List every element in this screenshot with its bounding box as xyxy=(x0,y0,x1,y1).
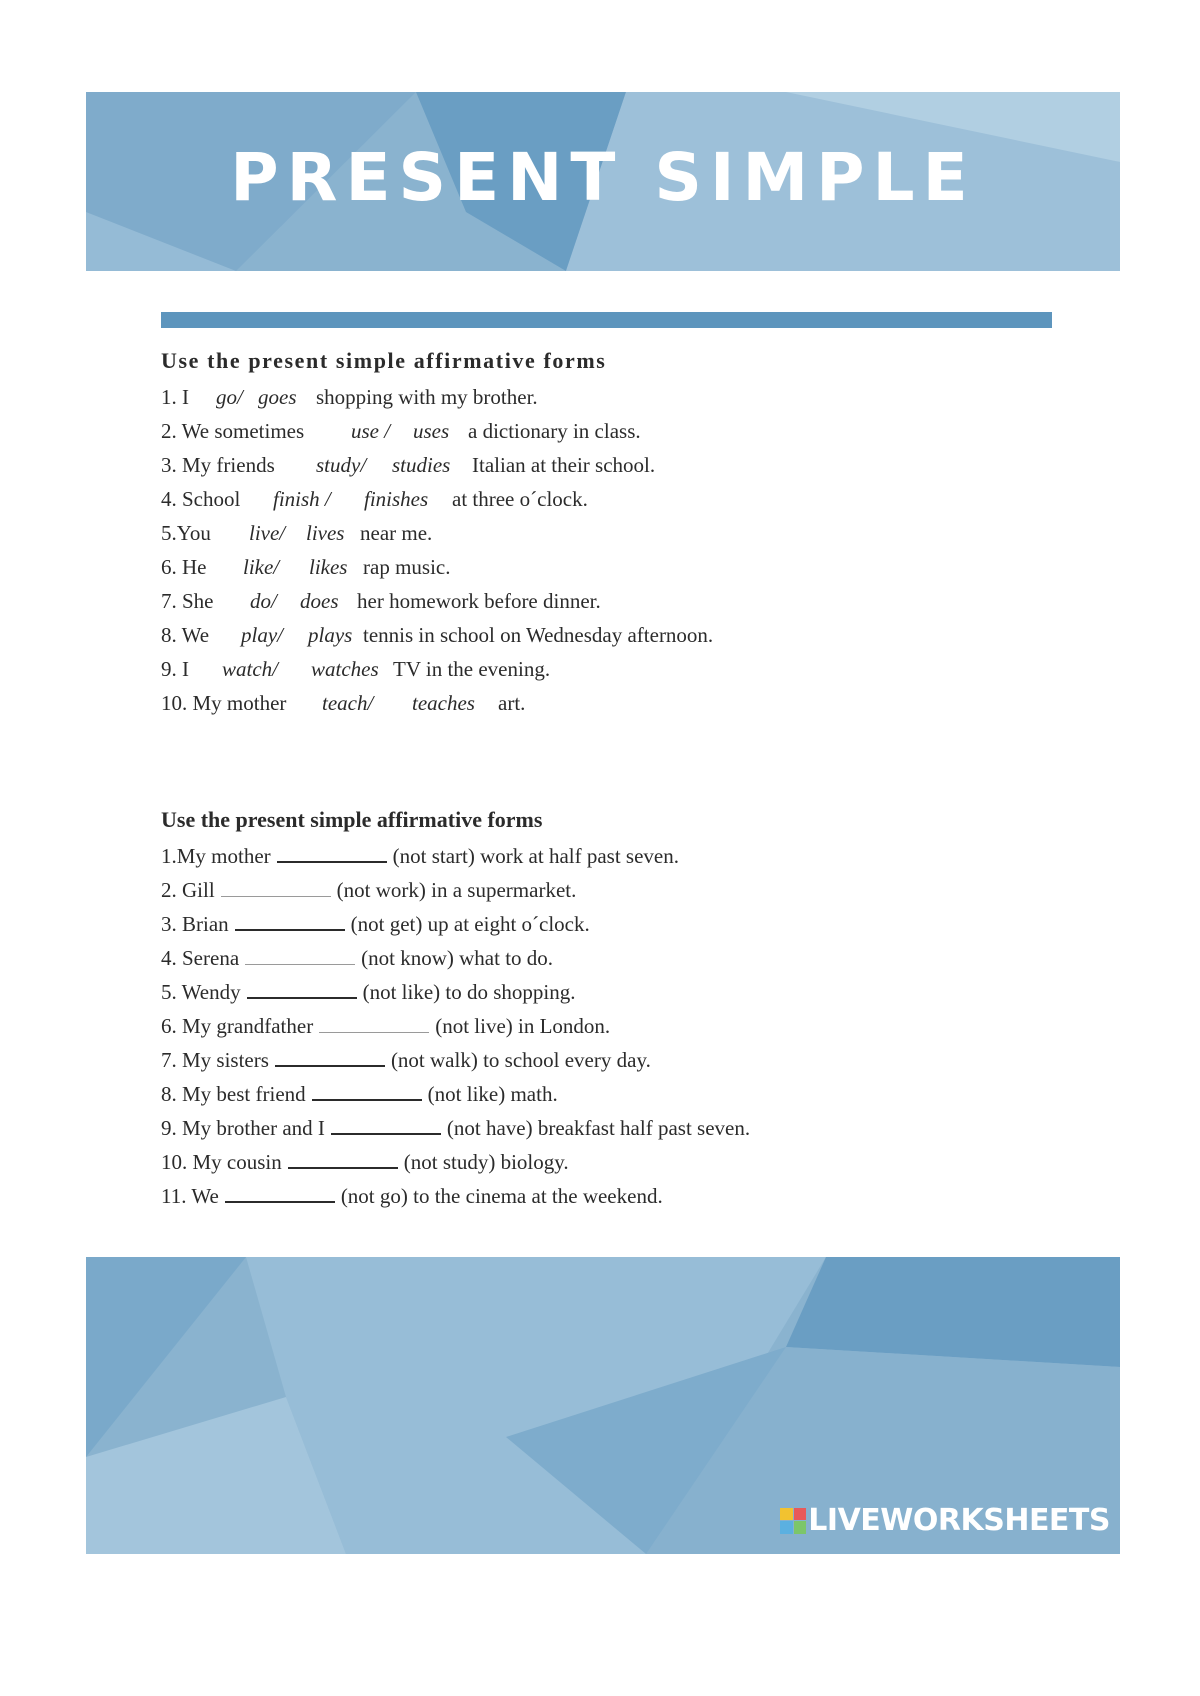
item-rest: her homework before dinner. xyxy=(357,589,601,613)
answer-blank[interactable] xyxy=(247,979,357,999)
item-subject: 4. Serena xyxy=(161,946,240,970)
item-rest: tennis in school on Wednesday afternoon. xyxy=(363,623,714,647)
item-subject: 6. My grandfather xyxy=(161,1014,314,1038)
page-title: PRESENT SIMPLE xyxy=(230,139,976,216)
item-rest: TV in the evening. xyxy=(393,657,551,681)
exercise-1-item xyxy=(161,550,1081,584)
item-option-b[interactable]: uses xyxy=(413,419,450,443)
item-subject: 3. Brian xyxy=(161,912,229,936)
item-subject: 2. We sometimes xyxy=(161,419,305,443)
exercise-2-item xyxy=(161,873,1081,907)
logo-mark-icon xyxy=(780,1508,806,1534)
exercise-1-item xyxy=(161,448,1081,482)
item-option-a[interactable]: use / xyxy=(351,419,391,443)
item-rest: art. xyxy=(498,691,526,715)
item-option-a[interactable]: like/ xyxy=(243,555,280,579)
exercise-1-list xyxy=(161,380,1081,720)
exercise-1-heading: Use the present simple affirmative forms xyxy=(161,348,607,373)
item-option-a[interactable]: play/ xyxy=(241,623,283,647)
item-subject: 2. Gill xyxy=(161,878,215,902)
item-subject: 10. My cousin xyxy=(161,1150,282,1174)
exercise-2 xyxy=(161,803,1081,1213)
answer-blank[interactable] xyxy=(312,1081,422,1101)
item-subject: 9. My brother and I xyxy=(161,1116,325,1140)
answer-blank[interactable] xyxy=(288,1149,398,1169)
exercise-1-item xyxy=(161,686,1081,720)
item-subject: 7. My sisters xyxy=(161,1048,269,1072)
answer-blank[interactable] xyxy=(275,1047,385,1067)
item-subject: 10. My mother xyxy=(161,691,287,715)
item-rest: Italian at their school. xyxy=(472,453,656,477)
exercise-2-item xyxy=(161,1009,1081,1043)
item-option-b[interactable]: studies xyxy=(392,453,451,477)
item-subject: 1.My mother xyxy=(161,844,271,868)
item-subject: 11. We xyxy=(161,1184,219,1208)
item-cue: (not work) in a supermarket. xyxy=(336,878,577,902)
item-option-a[interactable]: study/ xyxy=(316,453,367,477)
item-subject: 6. He xyxy=(161,555,207,579)
exercise-2-item xyxy=(161,941,1081,975)
item-subject: 7. She xyxy=(161,589,214,613)
exercise-2-item xyxy=(161,1111,1081,1145)
exercise-2-heading: Use the present simple affirmative forms xyxy=(161,807,543,832)
exercise-1 xyxy=(161,344,1081,720)
answer-blank[interactable] xyxy=(331,1115,441,1135)
item-rest: shopping with my brother. xyxy=(316,385,538,409)
footer-banner xyxy=(86,1257,1120,1554)
item-cue: (not get) up at eight o´clock. xyxy=(350,912,590,936)
item-cue: (not walk) to school every day. xyxy=(390,1048,651,1072)
item-option-a[interactable]: teach/ xyxy=(322,691,374,715)
exercise-2-list xyxy=(161,839,1081,1213)
item-option-a[interactable]: live/ xyxy=(249,521,286,545)
item-cue: (not study) biology. xyxy=(403,1150,569,1174)
logo-text: LIVEWORKSHEETS xyxy=(808,1503,1110,1538)
item-cue: (not have) breakfast half past seven. xyxy=(446,1116,751,1140)
exercise-1-item xyxy=(161,482,1081,516)
item-option-b[interactable]: teaches xyxy=(412,691,475,715)
item-option-b[interactable]: watches xyxy=(311,657,379,681)
exercise-1-item xyxy=(161,516,1081,550)
item-option-b[interactable]: does xyxy=(300,589,339,613)
item-subject: 5.You xyxy=(161,521,211,545)
item-cue: (not live) in London. xyxy=(435,1014,611,1038)
item-rest: at three o´clock. xyxy=(452,487,588,511)
exercise-2-item xyxy=(161,1145,1081,1179)
item-rest: a dictionary in class. xyxy=(468,419,641,443)
exercise-1-item xyxy=(161,380,1081,414)
answer-blank[interactable] xyxy=(225,1183,335,1203)
exercise-1-item xyxy=(161,584,1081,618)
item-option-a[interactable]: finish / xyxy=(273,487,331,511)
item-option-b[interactable]: likes xyxy=(309,555,348,579)
item-option-a[interactable]: do/ xyxy=(250,589,277,613)
item-subject: 3. My friends xyxy=(161,453,275,477)
item-cue: (not like) to do shopping. xyxy=(362,980,576,1004)
item-option-b[interactable]: goes xyxy=(258,385,297,409)
header-banner xyxy=(86,92,1120,271)
item-option-b[interactable]: finishes xyxy=(364,487,429,511)
exercise-2-item xyxy=(161,975,1081,1009)
section-divider xyxy=(161,312,1052,328)
item-option-a[interactable]: watch/ xyxy=(222,657,278,681)
item-subject: 4. School xyxy=(161,487,241,511)
item-subject: 8. We xyxy=(161,623,210,647)
item-rest: near me. xyxy=(360,521,433,545)
exercise-1-item xyxy=(161,652,1081,686)
item-cue: (not go) to the cinema at the weekend. xyxy=(340,1184,663,1208)
item-cue: (not know) what to do. xyxy=(361,946,554,970)
answer-blank[interactable] xyxy=(319,1014,429,1033)
answer-blank[interactable] xyxy=(277,843,387,863)
exercise-2-item xyxy=(161,1179,1081,1213)
answer-blank[interactable] xyxy=(235,911,345,931)
item-subject: 1. I xyxy=(161,385,189,409)
item-option-b[interactable]: lives xyxy=(306,521,345,545)
item-subject: 5. Wendy xyxy=(161,980,241,1004)
exercise-2-item xyxy=(161,839,1081,873)
item-option-a[interactable]: go/ xyxy=(216,385,243,409)
exercise-1-item xyxy=(161,414,1081,448)
item-subject: 9. I xyxy=(161,657,189,681)
item-subject: 8. My best friend xyxy=(161,1082,306,1106)
item-rest: rap music. xyxy=(363,555,451,579)
answer-blank[interactable] xyxy=(245,946,355,965)
item-cue: (not like) math. xyxy=(427,1082,558,1106)
exercise-2-item xyxy=(161,1077,1081,1111)
item-option-b[interactable]: plays xyxy=(308,623,353,647)
exercise-2-item xyxy=(161,1043,1081,1077)
liveworksheets-logo[interactable] xyxy=(780,1503,1110,1538)
exercise-2-item xyxy=(161,907,1081,941)
item-cue: (not start) work at half past seven. xyxy=(392,844,679,868)
answer-blank[interactable] xyxy=(221,878,331,897)
exercise-1-item xyxy=(161,618,1081,652)
